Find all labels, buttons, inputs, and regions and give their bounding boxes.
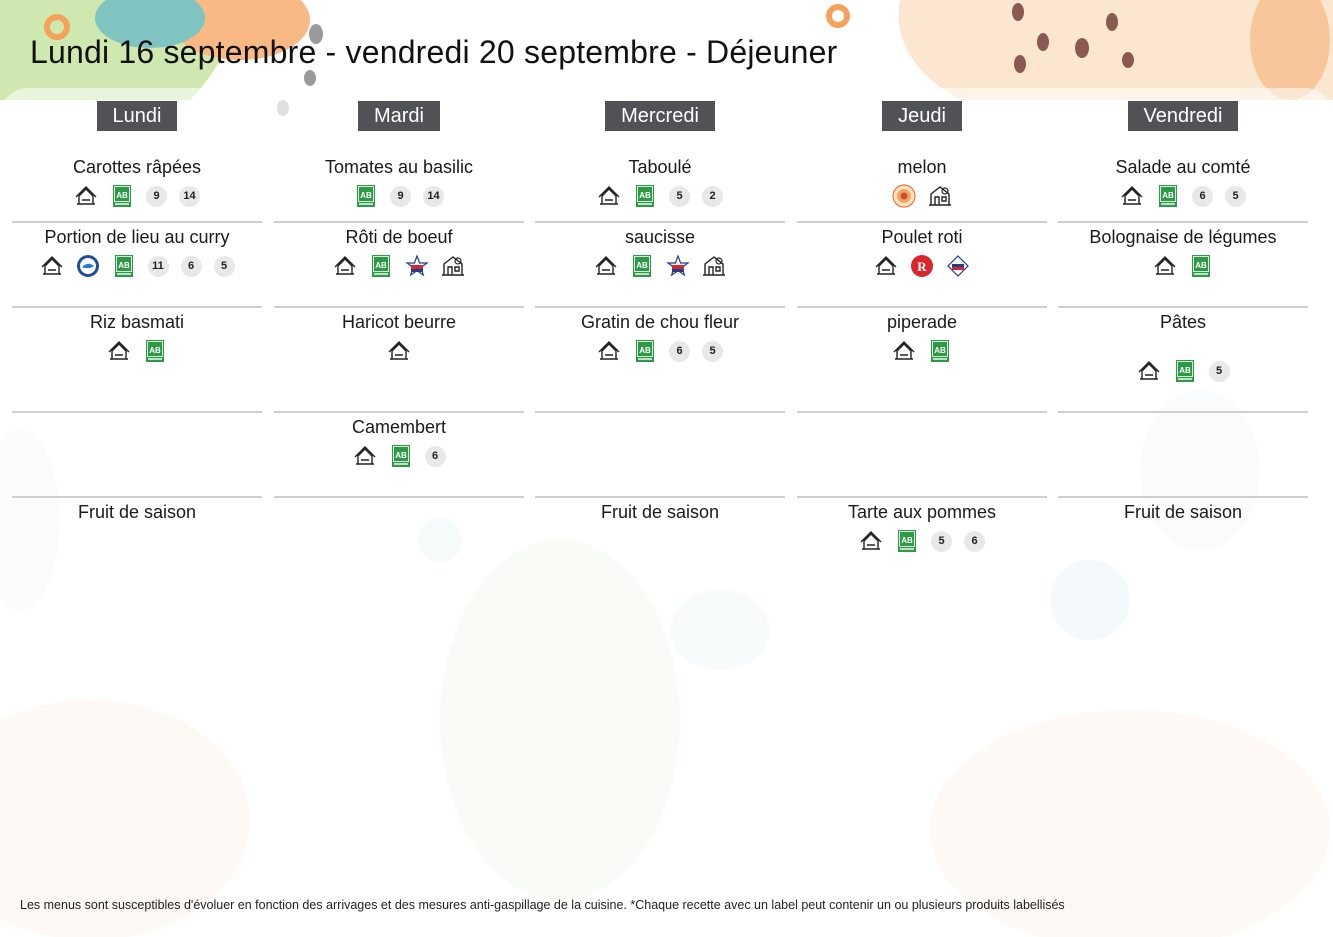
- svg-text:AB: AB: [639, 346, 651, 355]
- agriculture-biologique-icon: [110, 184, 134, 208]
- menu-item: [12, 151, 262, 223]
- day-header: Lundi: [97, 101, 178, 131]
- dish-name: Taboulé: [628, 157, 692, 177]
- labels-row: [12, 339, 262, 363]
- labels-row: [12, 184, 262, 208]
- menu-item: [535, 496, 785, 576]
- produit-local-icon: [702, 254, 726, 278]
- menu-item: [535, 411, 785, 498]
- fait-maison-icon: [387, 339, 411, 363]
- allergen-badge: 5: [931, 531, 952, 552]
- menu-item: [12, 221, 262, 308]
- page-title: Lundi 16 septembre - vendredi 20 septembre - Déjeuner: [30, 34, 838, 70]
- allergen-badge: 5: [1209, 361, 1230, 382]
- allergen-badge: 6: [1192, 186, 1213, 207]
- menu-item: [797, 151, 1047, 223]
- allergen-badge: 5: [214, 256, 235, 277]
- volaille-francaise-icon: [946, 254, 970, 278]
- menu-item: [1058, 151, 1308, 223]
- agriculture-biologique-icon: [112, 254, 136, 278]
- agriculture-biologique-icon: [633, 339, 657, 363]
- svg-text:AB: AB: [360, 191, 372, 200]
- day-column-4: [1058, 101, 1308, 522]
- agriculture-biologique-icon: [895, 529, 919, 553]
- labels-row: [797, 339, 1047, 363]
- labels-row: [1058, 184, 1308, 208]
- labels-row: [535, 254, 785, 278]
- labels-row: [274, 254, 524, 278]
- fait-maison-icon: [353, 444, 377, 468]
- labels-row: [12, 254, 262, 278]
- menu-item: [535, 306, 785, 413]
- svg-text:AB: AB: [1195, 261, 1207, 270]
- origine-france-icon: [405, 254, 429, 278]
- day-header: Mardi: [358, 101, 440, 131]
- dish-name: Riz basmati: [89, 312, 185, 332]
- label-rouge-icon: [910, 254, 934, 278]
- dish-name: Portion de lieu au curry: [44, 227, 230, 247]
- dish-name: Camembert: [351, 417, 447, 437]
- fait-maison-icon: [40, 254, 64, 278]
- fait-maison-icon: [597, 184, 621, 208]
- allergen-badge: 9: [146, 186, 167, 207]
- menu-item: [274, 411, 524, 498]
- allergen-badge: 9: [390, 186, 411, 207]
- menu-item: [797, 411, 1047, 498]
- dish-name: piperade: [886, 312, 958, 332]
- svg-text:AB: AB: [1178, 366, 1191, 375]
- fait-maison-icon: [597, 339, 621, 363]
- menu-item: [1058, 306, 1308, 413]
- allergen-badge: 14: [179, 186, 200, 207]
- menu-item: [274, 496, 524, 576]
- fait-maison-icon: [892, 339, 916, 363]
- labels-row: [797, 254, 1047, 278]
- menu-item: [1058, 496, 1308, 576]
- allergen-badge: 14: [423, 186, 444, 207]
- menu-item: [797, 306, 1047, 413]
- allergen-badge: 6: [181, 256, 202, 277]
- agriculture-biologique-icon: [1173, 359, 1197, 383]
- fait-maison-icon: [333, 254, 357, 278]
- fait-maison-icon: [874, 254, 898, 278]
- agriculture-biologique-icon: [928, 339, 952, 363]
- agriculture-biologique-icon: [1156, 184, 1180, 208]
- svg-text:AB: AB: [375, 261, 387, 270]
- svg-text:R: R: [917, 259, 927, 274]
- agriculture-biologique-icon: [389, 444, 413, 468]
- allergen-badge: 5: [669, 186, 690, 207]
- labels-row: [535, 339, 785, 363]
- svg-text:AB: AB: [394, 451, 407, 460]
- menu-item: [12, 411, 262, 498]
- agriculture-biologique-icon: [369, 254, 393, 278]
- fait-maison-icon: [1120, 184, 1144, 208]
- day-column-0: [12, 101, 262, 522]
- dish-name: Haricot beurre: [341, 312, 457, 332]
- peche-durable-icon: [76, 254, 100, 278]
- menu-item: [797, 221, 1047, 308]
- labels-row: [797, 529, 1047, 553]
- dish-name: Tarte aux pommes: [847, 502, 997, 522]
- allergen-badge: 11: [148, 256, 169, 277]
- allergen-badge: 6: [669, 341, 690, 362]
- dish-name: melon: [897, 157, 947, 177]
- agriculture-biologique-icon: [1189, 254, 1213, 278]
- agriculture-biologique-icon: [633, 184, 657, 208]
- dish-name: Rôti de boeuf: [345, 227, 453, 247]
- dish-name: saucisse: [624, 227, 696, 247]
- allergen-badge: 6: [425, 446, 446, 467]
- svg-text:AB: AB: [1162, 191, 1174, 200]
- dish-name: Tomates au basilic: [324, 157, 474, 177]
- menu-item: [535, 221, 785, 308]
- origine-france-icon: [666, 254, 690, 278]
- labels-row: [1058, 359, 1308, 383]
- dish-name: Poulet roti: [881, 227, 963, 247]
- fait-maison-icon: [1153, 254, 1177, 278]
- igp-icon: [892, 184, 916, 208]
- menu-item: [797, 496, 1047, 576]
- fait-maison-icon: [74, 184, 98, 208]
- menu-item: [274, 221, 524, 308]
- produit-local-icon: [928, 184, 952, 208]
- fait-maison-icon: [594, 254, 618, 278]
- footer-note: Les menus sont susceptibles d'évoluer en fonction des arrivages et des mesures anti-gaspillage de la cuisine. *Chaque recette avec un label peut contenir un ou plusieurs produits labellisés: [20, 898, 1065, 912]
- labels-row: [1058, 254, 1308, 278]
- agriculture-biologique-icon: [143, 339, 167, 363]
- day-column-3: [797, 101, 1047, 547]
- labels-row: [797, 184, 1047, 208]
- day-header: Mercredi: [605, 101, 715, 131]
- svg-text:AB: AB: [934, 346, 946, 355]
- allergen-badge: 6: [964, 531, 985, 552]
- dish-name: Bolognaise de légumes: [1089, 227, 1277, 247]
- menu-item: [274, 151, 524, 223]
- allergen-badge: 5: [1225, 186, 1246, 207]
- menu-item: [1058, 221, 1308, 308]
- svg-text:AB: AB: [636, 261, 648, 270]
- allergen-badge: 5: [702, 341, 723, 362]
- day-column-1: [274, 101, 524, 462]
- menu-item: [12, 496, 262, 576]
- dish-name: Pâtes: [1159, 312, 1207, 332]
- menu-item: [274, 306, 524, 413]
- labels-row: [274, 339, 524, 363]
- labels-row: [274, 444, 524, 468]
- produit-local-icon: [441, 254, 465, 278]
- day-header: Vendredi: [1128, 101, 1239, 131]
- dish-name: Carottes râpées: [72, 157, 202, 177]
- svg-text:AB: AB: [116, 191, 128, 200]
- day-column-2: [535, 101, 785, 522]
- menu-item: [1058, 411, 1308, 498]
- dish-name: Gratin de chou fleur: [580, 312, 740, 332]
- dish-name: Fruit de saison: [1123, 502, 1243, 522]
- day-header: Jeudi: [882, 101, 962, 131]
- svg-text:AB: AB: [901, 536, 913, 545]
- menu-item: [12, 306, 262, 413]
- agriculture-biologique-icon: [630, 254, 654, 278]
- fait-maison-icon: [107, 339, 131, 363]
- labels-row: [535, 184, 785, 208]
- fait-maison-icon: [1137, 359, 1161, 383]
- allergen-badge: 2: [702, 186, 723, 207]
- agriculture-biologique-icon: [354, 184, 378, 208]
- dish-name: Fruit de saison: [600, 502, 720, 522]
- dish-name: Salade au comté: [1115, 157, 1251, 177]
- dish-name: Fruit de saison: [77, 502, 197, 522]
- menu-item: [535, 151, 785, 223]
- svg-text:AB: AB: [117, 261, 130, 270]
- svg-text:AB: AB: [639, 191, 651, 200]
- svg-text:AB: AB: [149, 346, 161, 355]
- labels-row: [274, 184, 524, 208]
- fait-maison-icon: [859, 529, 883, 553]
